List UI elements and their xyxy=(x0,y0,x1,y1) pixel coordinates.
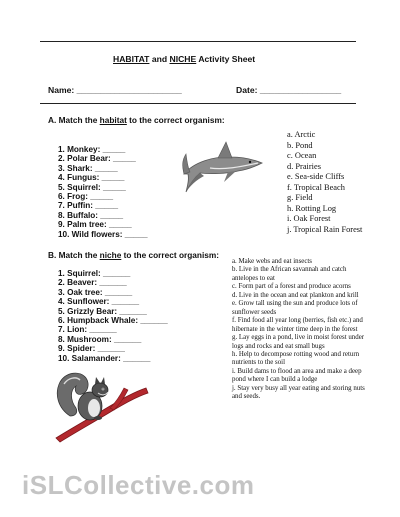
squirrel-icon xyxy=(50,368,150,444)
option-item: b. Live in the African savannah and catch xyxy=(232,266,347,274)
section-a-options xyxy=(287,130,362,235)
list-item: 3. Oak tree: ______ xyxy=(58,287,133,297)
option-item: h. Rotting Log xyxy=(287,203,337,213)
option-item: d. Live in the ocean and eat plankton and krill xyxy=(232,291,359,299)
header-divider-rule xyxy=(40,103,356,104)
page-title xyxy=(113,54,255,64)
list-item: 2. Beaver: ______ xyxy=(58,278,127,288)
option-item: nutrients to the soil xyxy=(232,359,286,367)
title-and: and xyxy=(149,54,170,64)
option-item: j. Tropical Rain Forest xyxy=(287,224,363,234)
list-item: 1. Squirrel: ______ xyxy=(58,269,131,278)
title-habitat: HABITAT xyxy=(113,54,150,64)
option-item: a. Arctic xyxy=(287,130,316,139)
section-b-prefix: B. Match the xyxy=(48,250,100,260)
section-a-suffix: to the correct organism: xyxy=(126,115,225,125)
top-rule xyxy=(40,41,356,42)
list-item: 1. Monkey: _____ xyxy=(58,145,126,154)
list-item: 7. Puffin: _____ xyxy=(58,201,119,211)
section-b-heading xyxy=(48,250,219,260)
section-b-suffix: to the correct organism: xyxy=(121,250,220,260)
section-a-heading xyxy=(48,115,225,125)
option-item: e. Grow tall using the sun and produce lots of xyxy=(232,300,358,308)
option-item: j. Stay very busy all year eating and storing nuts xyxy=(232,384,365,392)
name-field: Name: ______________________ xyxy=(48,85,182,95)
shark-icon xyxy=(180,140,266,196)
option-item: i. Oak Forest xyxy=(287,214,331,223)
option-item: f. Find food all year long (berries, fish etc.) and xyxy=(232,317,363,325)
option-item: i. Build dams to flood an area and make a deep xyxy=(232,367,362,375)
option-item: sunflower seeds xyxy=(232,308,277,316)
option-item: e. Sea-side Cliffs xyxy=(287,172,345,181)
option-item: antelopes to eat xyxy=(232,274,275,282)
option-item: h. Help to decompose rotting wood and return xyxy=(232,350,360,358)
list-item: 8. Buffalo: _____ xyxy=(58,210,124,220)
list-item: 10. Wild flowers: _____ xyxy=(58,229,148,239)
option-item: a. Make webs and eat insects xyxy=(232,258,312,265)
section-a-key: habitat xyxy=(99,115,127,125)
watermark-logo: iSLCollective.com xyxy=(22,470,255,500)
option-item: pond where I can build a lodge xyxy=(232,376,318,384)
list-item: 4. Fungus: _____ xyxy=(58,173,125,183)
title-rest: Activity Sheet xyxy=(196,54,256,64)
section-b-key: niche xyxy=(99,250,122,260)
section-b-list xyxy=(58,269,168,363)
list-item: 8. Mushroom: ______ xyxy=(58,334,142,344)
section-a-list xyxy=(58,145,148,239)
title-niche: NICHE xyxy=(169,54,197,64)
option-item: c. Form part of a forest and produce acorns xyxy=(232,283,351,291)
list-item: 10. Salamander: ______ xyxy=(58,353,151,363)
date-field: Date: _________________ xyxy=(236,85,342,95)
list-item: 3. Shark: _____ xyxy=(58,163,118,173)
section-b-options xyxy=(232,258,365,402)
list-item: 2. Polar Bear: _____ xyxy=(58,154,136,164)
option-item: logs and rocks and eat small bugs xyxy=(232,342,325,350)
option-item: c. Ocean xyxy=(287,151,317,160)
list-item: 6. Humpback Whale: ______ xyxy=(58,316,168,326)
list-item: 5. Squirrel: _____ xyxy=(58,182,126,192)
option-item: hibernate in the winter time deep in the forest xyxy=(232,325,358,333)
list-item: 5. Grizzly Bear: ______ xyxy=(58,306,147,316)
list-item: 6. Frog: _____ xyxy=(58,192,114,202)
option-item: g. Field xyxy=(287,193,313,202)
list-item: 9. Spider: ______ xyxy=(58,344,125,354)
option-item: and seeds. xyxy=(232,393,261,401)
list-item: 4. Sunflower: ______ xyxy=(58,297,139,307)
option-item: f. Tropical Beach xyxy=(287,182,345,192)
list-item: 9. Palm tree: _____ xyxy=(58,220,132,230)
option-item: d. Prairies xyxy=(287,161,321,171)
section-a-prefix: A. Match the xyxy=(48,115,100,125)
option-item: b. Pond xyxy=(287,140,313,150)
option-item: g. Lay eggs in a pond, live in moist forest under xyxy=(232,334,365,342)
list-item: 7. Lion: ______ xyxy=(58,325,117,335)
